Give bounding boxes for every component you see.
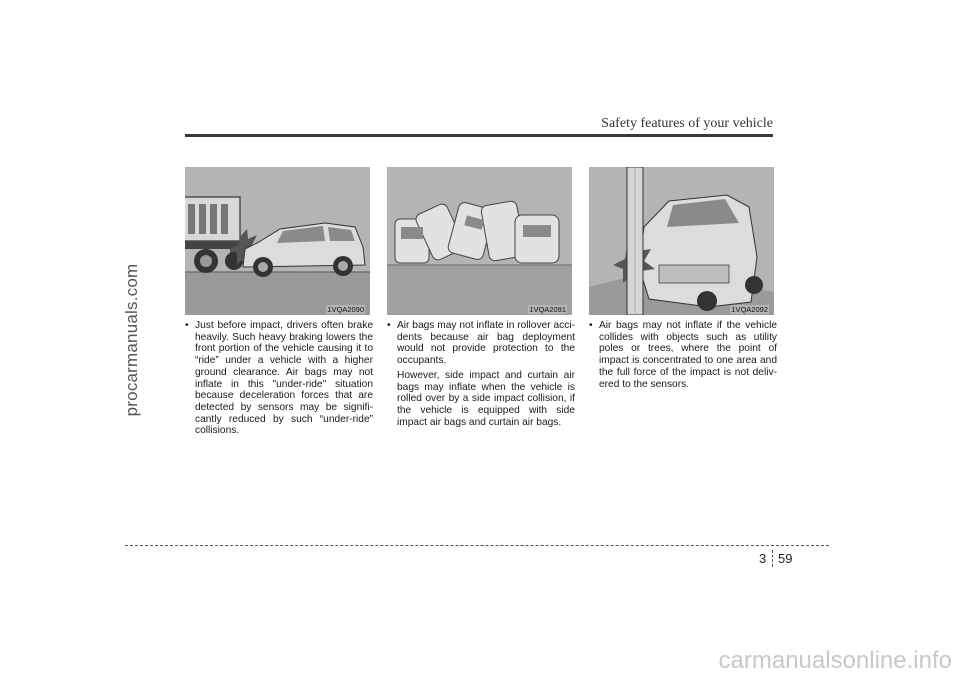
bullet-rollover: • Air bags may not inflate in rollover acci-dents because air bag deployment would not provide protection to the occupants. bbox=[387, 320, 575, 367]
figure-under-ride bbox=[185, 167, 370, 315]
figure-code: 1VQA2092 bbox=[731, 305, 768, 314]
text-column-3 bbox=[589, 320, 777, 390]
side-watermark: procarmanuals.com bbox=[122, 263, 141, 417]
footer-rule bbox=[125, 545, 829, 546]
page-separator bbox=[772, 550, 773, 567]
figure-rollover bbox=[387, 167, 572, 315]
figure-pole-impact bbox=[589, 167, 774, 315]
bullet-pole-impact: • Air bags may not inflate if the vehicle collides with objects such as utility poles or trees, where the point of impact is concentrated to one area and the full force of the impact is not deliv-ered to the sensors. bbox=[589, 320, 777, 390]
page-number: 59 bbox=[778, 551, 793, 566]
rollover-continuation: However, side impact and curtain air bags may inflate when the vehicle is rolled over by a side impact collision, if the vehicle is equipped with side impact air bags and curtain air bags. bbox=[397, 369, 575, 428]
bottom-watermark: carmanualsonline.info bbox=[718, 647, 952, 674]
header-rule bbox=[185, 134, 773, 137]
section-title: Safety features of your vehicle bbox=[601, 116, 773, 131]
page-chapter: 3 bbox=[759, 551, 767, 566]
text-column-1 bbox=[185, 320, 373, 437]
under-ride-illustration bbox=[185, 167, 370, 315]
figure-code: 1VQA2091 bbox=[529, 305, 566, 314]
pole-impact-illustration bbox=[589, 167, 774, 315]
figure-code: 1VQA2090 bbox=[327, 305, 364, 314]
rollover-illustration bbox=[387, 167, 572, 315]
text-column-2 bbox=[387, 320, 575, 428]
bullet-under-ride: • Just before impact, drivers often brake heavily. Such heavy braking lowers the front portion of the vehicle causing it to “ride” under a vehicle with a higher ground clearance. Air bags may not inflate in this "under-ride" situation because deceleration forces that are detected by sensors may be signifi-cantly reduced by such “under-ride” collisions. bbox=[185, 320, 373, 437]
